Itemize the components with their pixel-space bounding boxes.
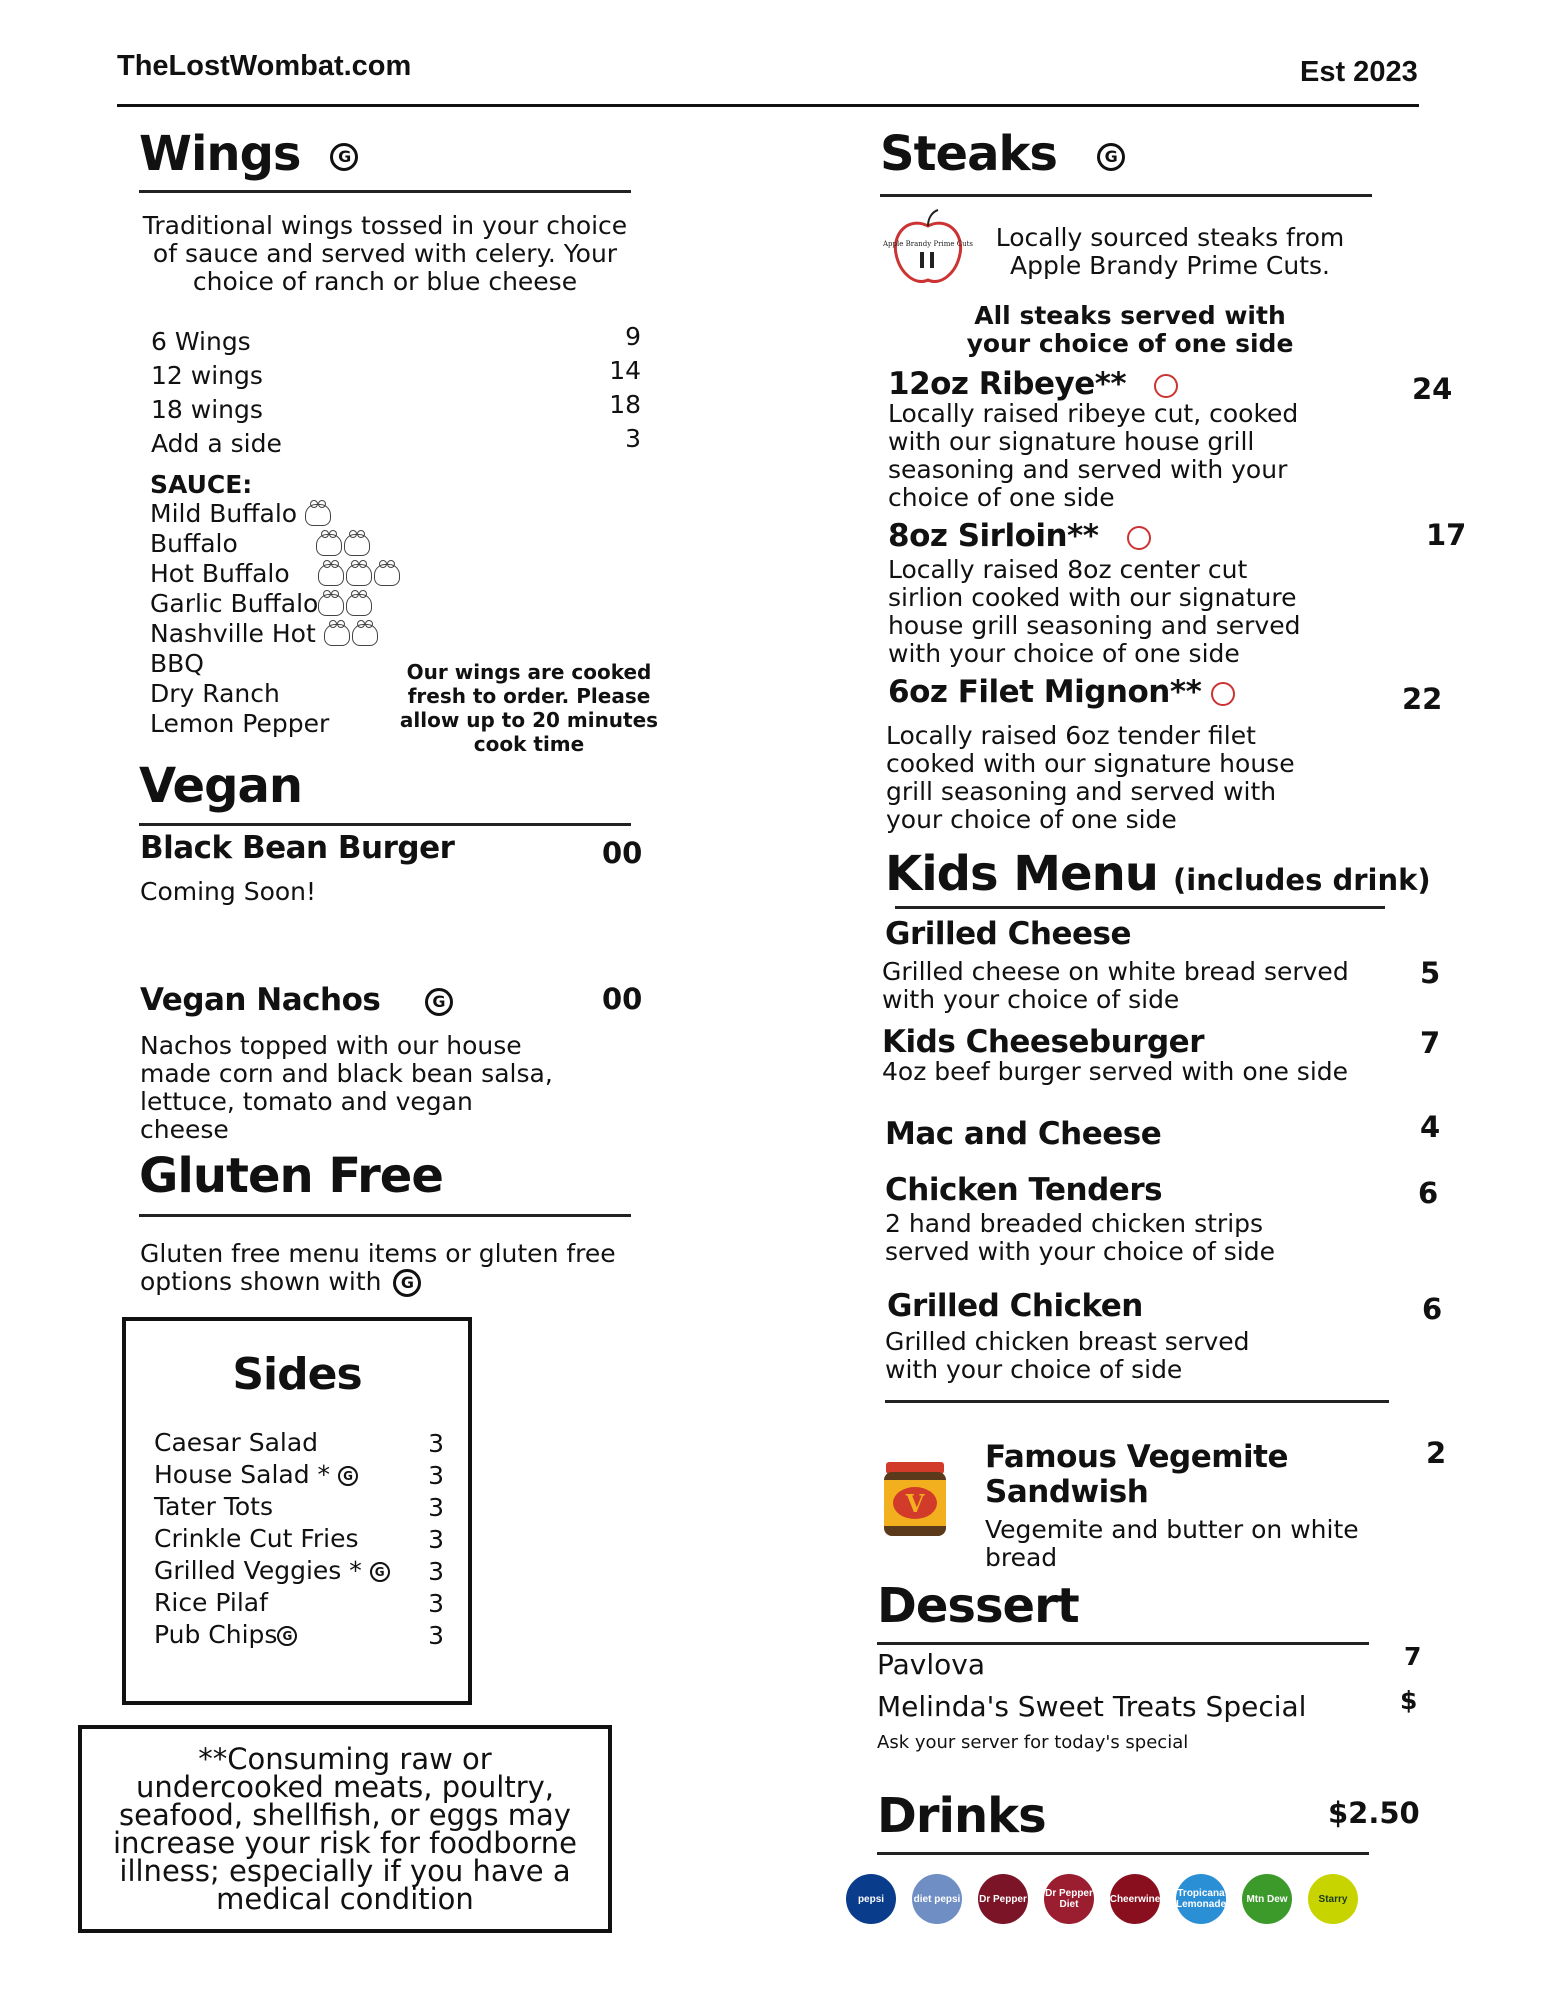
side-item (154, 1493, 444, 1525)
vegan-item-desc: Coming Soon! (140, 877, 317, 906)
side-item (154, 1525, 444, 1557)
heat-bear-icon (346, 594, 372, 616)
apple-brandy-icon (1211, 682, 1235, 706)
kids-item-name: Grilled Chicken (887, 1288, 1143, 1324)
sides-list (154, 1429, 444, 1653)
sauce-name: Nashville Hot (150, 619, 316, 648)
gluten-free-desc-text: Gluten free menu items or gluten free options shown with (140, 1239, 616, 1296)
sauce-name: Buffalo (150, 529, 238, 558)
gluten-free-icon: G (277, 1626, 297, 1646)
apple-brandy-logo-text: Apple Brandy Prime Cuts (882, 240, 974, 248)
heat-bear-icon (374, 564, 400, 586)
diet-dr-pepper-logo-icon: Dr Pepper Diet (1044, 1874, 1094, 1924)
side-label: House Salad * (154, 1460, 331, 1489)
kids-item-desc: 2 hand breaded chicken strips served with your choice of side (885, 1209, 1275, 1266)
kids-item-name: Mac and Cheese (885, 1116, 1162, 1152)
gluten-free-icon: G (425, 988, 453, 1016)
vegan-item-price: 00 (602, 836, 643, 870)
gluten-free-icon: G (393, 1269, 421, 1297)
header-divider (117, 104, 1419, 107)
apple-brandy-icon (1127, 526, 1151, 550)
steaks-title (880, 126, 1125, 182)
steak-item-price: 17 (1426, 518, 1467, 552)
dessert-rule (877, 1642, 1369, 1645)
kids-item-price: 6 (1422, 1292, 1443, 1326)
side-price: 3 (428, 1429, 444, 1458)
dr-pepper-logo-icon: Dr Pepper (978, 1874, 1028, 1924)
wings-cook-time-note: Our wings are cooked fresh to order. Please allow up to 20 minutes cook time (399, 660, 659, 756)
wings-item-price: 18 (609, 390, 641, 419)
side-label: Tater Tots (154, 1492, 274, 1521)
kids-item-desc: Grilled chicken breast served with your choice of side (885, 1327, 1250, 1384)
vegemite-desc: Vegemite and butter on white bread (985, 1515, 1359, 1572)
steak-item-desc: Locally raised 8oz center cut sirlion cooked with our signature house grill seasoning and served with your choice of one side (888, 555, 1301, 668)
side-item (154, 1589, 444, 1621)
steak-item-name-text: 12oz Ribeye** (888, 366, 1127, 402)
wings-item-price: 3 (625, 424, 641, 453)
kids-item-desc: 4oz beef burger served with one side (882, 1057, 1349, 1086)
apple-brandy-logo (882, 208, 974, 288)
kids-item-name: Grilled Cheese (885, 916, 1131, 952)
heat-bear-icon (316, 534, 342, 556)
wings-item (151, 356, 641, 396)
vegan-rule (139, 823, 631, 826)
vegemite-name: Famous Vegemite Sandwish (985, 1439, 1288, 1510)
side-label: Pub Chips (154, 1620, 278, 1649)
gluten-free-icon: G (338, 1466, 358, 1486)
wings-item-label: 18 wings (151, 395, 263, 424)
dessert-item-price: $ (1400, 1686, 1418, 1715)
dessert-item-price: 7 (1404, 1642, 1422, 1671)
heat-bear-icon (324, 624, 350, 646)
side-price: 3 (428, 1621, 444, 1650)
sauce-item (150, 620, 410, 650)
drinks-price: $2.50 (1328, 1796, 1420, 1830)
wings-item-label: 6 Wings (151, 327, 251, 356)
kids-menu-rule (895, 906, 1385, 909)
vegemite-price: 2 (1426, 1436, 1447, 1470)
wings-item (151, 424, 641, 464)
kids-item-price: 7 (1420, 1026, 1441, 1060)
sauce-name: Mild Buffalo (150, 499, 298, 528)
vegan-title: Vegan (139, 758, 302, 814)
side-label: Rice Pilaf (154, 1588, 268, 1617)
kids-item-price: 4 (1420, 1110, 1441, 1144)
wings-item-price: 14 (609, 356, 641, 385)
vegan-item-name: Black Bean Burger (140, 830, 455, 866)
sauce-name: Garlic Buffalo (150, 589, 319, 618)
drink-brands-row (846, 1874, 1358, 1924)
kids-menu-title-text: Kids Menu (885, 846, 1158, 902)
pepsi-logo-icon: pepsi (846, 1874, 896, 1924)
vegan-item-price: 00 (602, 982, 643, 1016)
sauce-item (150, 500, 410, 530)
heat-bear-icon (318, 564, 344, 586)
site-name: TheLostWombat.com (117, 50, 412, 82)
sides-title: Sides (232, 1349, 362, 1400)
gluten-free-title: Gluten Free (139, 1148, 443, 1204)
steak-item-name-text: 6oz Filet Mignon** (888, 674, 1202, 710)
sauce-name: BBQ (150, 649, 204, 678)
sauce-name: Lemon Pepper (150, 709, 330, 738)
steak-item-name-text: 8oz Sirloin** (888, 518, 1099, 554)
gluten-free-icon: G (1097, 143, 1125, 171)
wings-item (151, 390, 641, 430)
established-year: Est 2023 (1300, 56, 1418, 88)
apple-brandy-icon (1154, 374, 1178, 398)
kids-item-name: Kids Cheeseburger (882, 1024, 1204, 1060)
sauce-item (150, 560, 410, 590)
cheerwine-logo-icon: Cheerwine (1110, 1874, 1160, 1924)
steaks-title-text: Steaks (880, 126, 1057, 182)
wings-description: Traditional wings tossed in your choice of sauce and served with celery. Your choice of ranch or blue cheese (142, 211, 628, 296)
side-price: 3 (428, 1525, 444, 1554)
side-price: 3 (428, 1589, 444, 1618)
tropicana-lemonade-logo-icon: Tropicana Lemonade (1176, 1874, 1226, 1924)
wings-title (139, 126, 358, 182)
heat-bear-icon (346, 564, 372, 586)
vegemite-jar-letter: V (905, 1489, 925, 1518)
kids-item-price: 6 (1418, 1176, 1439, 1210)
sauce-label: SAUCE: (150, 470, 253, 499)
wings-item-price: 9 (625, 322, 641, 351)
sauce-name: Dry Ranch (150, 679, 280, 708)
sauce-item (150, 590, 410, 620)
kids-item-desc: Grilled cheese on white bread served with your choice of side (882, 957, 1349, 1014)
steak-item-desc: Locally raised 6oz tender filet cooked with our signature house grill seasoning and served with your choice of one side (886, 721, 1295, 834)
steaks-side-note: All steaks served with your choice of one side (966, 301, 1294, 358)
kids-item-price: 5 (1420, 956, 1441, 990)
vegan-item-name (140, 982, 453, 1018)
vegemite-jar-icon (880, 1460, 950, 1538)
dessert-item-name: Pavlova (877, 1648, 985, 1681)
drinks-rule (877, 1852, 1369, 1855)
mtn-dew-logo-icon: Mtn Dew (1242, 1874, 1292, 1924)
side-item (154, 1429, 444, 1461)
wings-item-label: Add a side (151, 429, 282, 458)
sides-box (122, 1317, 472, 1705)
steak-item-desc: Locally raised ribeye cut, cooked with our signature house grill seasoning and served with your choice of one side (888, 399, 1299, 512)
dessert-note: Ask your server for today's special (877, 1732, 1189, 1753)
sauce-item (150, 530, 410, 560)
side-label: Caesar Salad (154, 1428, 319, 1457)
side-item (154, 1557, 444, 1589)
starry-logo-icon: Starry (1308, 1874, 1358, 1924)
raw-food-warning-box (78, 1725, 612, 1933)
side-label: Grilled Veggies * (154, 1556, 362, 1585)
side-item (154, 1461, 444, 1493)
steak-item-price: 22 (1402, 682, 1443, 716)
wings-price-list (151, 322, 641, 464)
side-price: 3 (428, 1493, 444, 1522)
heat-bear-icon (305, 504, 331, 526)
wings-item (151, 322, 641, 362)
drinks-title: Drinks (877, 1788, 1046, 1844)
kids-menu-title (885, 846, 1431, 902)
kids-menu-subtitle: (includes drink) (1173, 863, 1431, 897)
heat-bear-icon (344, 534, 370, 556)
kids-menu-bottom-rule (885, 1400, 1389, 1403)
kids-item-name: Chicken Tenders (885, 1172, 1163, 1208)
side-item (154, 1621, 444, 1653)
dessert-item-name: Melinda's Sweet Treats Special (877, 1690, 1307, 1723)
gluten-free-desc (140, 1240, 620, 1297)
gluten-free-rule (139, 1214, 631, 1217)
steaks-intro: Locally sourced steaks from Apple Brandy Prime Cuts. (995, 223, 1345, 280)
dessert-title: Dessert (877, 1578, 1079, 1634)
wings-title-text: Wings (139, 126, 301, 182)
sauce-name: Hot Buffalo (150, 559, 290, 588)
heat-bear-icon (352, 624, 378, 646)
wings-rule (139, 190, 631, 193)
steak-item-name (888, 674, 1235, 710)
side-price: 3 (428, 1557, 444, 1586)
vegan-item-desc: Nachos topped with our house made corn and black bean salsa, lettuce, tomato and vegan cheese (140, 1031, 553, 1144)
wings-item-label: 12 wings (151, 361, 263, 390)
gluten-free-icon: G (330, 143, 358, 171)
diet-pepsi-logo-icon: diet pepsi (912, 1874, 962, 1924)
steak-item-name (888, 518, 1151, 554)
steak-item-name (888, 366, 1178, 402)
side-price: 3 (428, 1461, 444, 1490)
steak-item-price: 24 (1412, 372, 1453, 406)
heat-bear-icon (318, 594, 344, 616)
vegan-item-name-text: Vegan Nachos (140, 982, 381, 1018)
sauce-list (150, 500, 410, 740)
gluten-free-icon: G (370, 1562, 390, 1582)
side-label: Crinkle Cut Fries (154, 1524, 359, 1553)
raw-food-warning: **Consuming raw or undercooked meats, poultry, seafood, shellfish, or eggs may increase your risk for foodborne illness; especially if you have a medical condition (113, 1742, 577, 1916)
steaks-rule (880, 194, 1372, 197)
